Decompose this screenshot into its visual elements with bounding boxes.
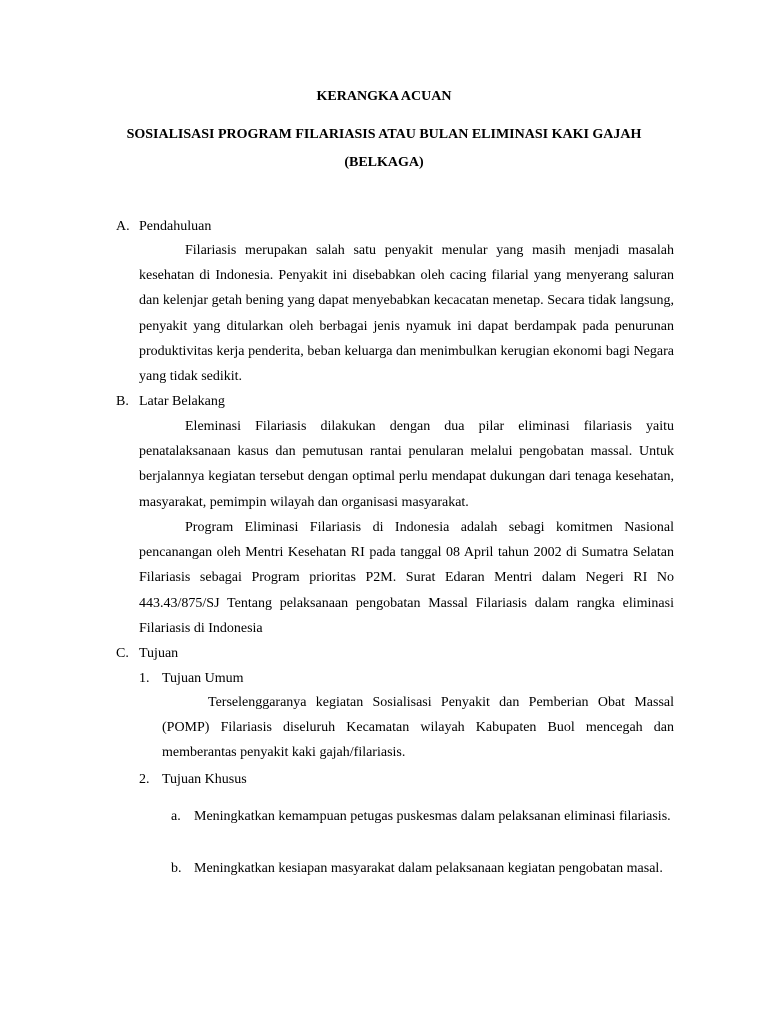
subsection-1-title: Tujuan Umum — [162, 671, 244, 686]
section-a-title: Pendahuluan — [139, 219, 212, 234]
list-item-marker: b. — [171, 861, 182, 876]
section-a-marker: A. — [116, 219, 130, 234]
list-item-marker: a. — [171, 809, 181, 824]
section-b-paragraph-2: Program Eliminasi Filariasis di Indonesia adalah sebagi komitmen Nasional pencanangan oleh Mentri Kesehatan RI pada tanggal 08 April tahun 2002 di Sumatra Selatan Filariasis sebagai Program prioritas P2M. Surat Edaran Mentri dalam Negeri RI No 443.43/875/SJ Tentang pelaksanaan pengobatan Massal Filariasis dalam rangka eliminasi Filariasis di Indonesia — [139, 520, 674, 636]
list-item-text: Meningkatkan kesiapan masyarakat dalam pelaksanaan kegiatan pengobatan masal. — [194, 861, 663, 876]
section-c-title: Tujuan — [139, 646, 179, 661]
section-c-marker: C. — [116, 646, 129, 661]
subsection-1-paragraph: Terselenggaranya kegiatan Sosialisasi Penyakit dan Pemberian Obat Massal (POMP) Filariasis diseluruh Kecamatan wilayah Kabupaten Buol mencegah dan memberantas penyakit kaki gajah/filariasis. — [162, 695, 674, 761]
document-subtitle: SOSIALISASI PROGRAM FILARIASIS ATAU BULAN ELIMINASI KAKI GAJAH (BELKAGA) — [126, 127, 642, 170]
list-item-text: Meningkatkan kemampuan petugas puskesmas dalam pelaksanan eliminasi filariasis. — [194, 809, 671, 824]
section-a-paragraph: Filariasis merupakan salah satu penyakit menular yang masih menjadi masalah kesehatan di Indonesia. Penyakit ini disebabkan oleh cacing filarial yang menyerang saluran dan kelenjar getah bening yang dapat menyebabkan kecacatan menetap. Secara tidak langsung, penyakit yang ditularkan oleh berbagai jenis nyamuk ini dapat berdampak pada penurunan produktivitas kerja penderita, beban keluarga dan menimbulkan kerugian ekonomi bagi Negara yang tidak sedikit. — [139, 243, 674, 385]
section-b-paragraph-1: Eleminasi Filariasis dilakukan dengan dua pilar eliminasi filariasis yaitu penatalaksanaan kasus dan pemutusan rantai penularan melalui pengobatan massal. Untuk berjalannya kegiatan tersebut dengan optimal perlu mendapat dukungan dari tenaga kesehatan, masyarakat, pemimpin wilayah dan organisasi masyarakat. — [139, 419, 674, 510]
subsection-2-title: Tujuan Khusus — [162, 772, 247, 787]
subsection-2-marker: 2. — [139, 772, 150, 787]
section-b-title: Latar Belakang — [139, 394, 225, 409]
document-title: KERANGKA ACUAN — [316, 89, 452, 104]
section-b-marker: B. — [116, 394, 129, 409]
subsection-1-marker: 1. — [139, 671, 150, 686]
